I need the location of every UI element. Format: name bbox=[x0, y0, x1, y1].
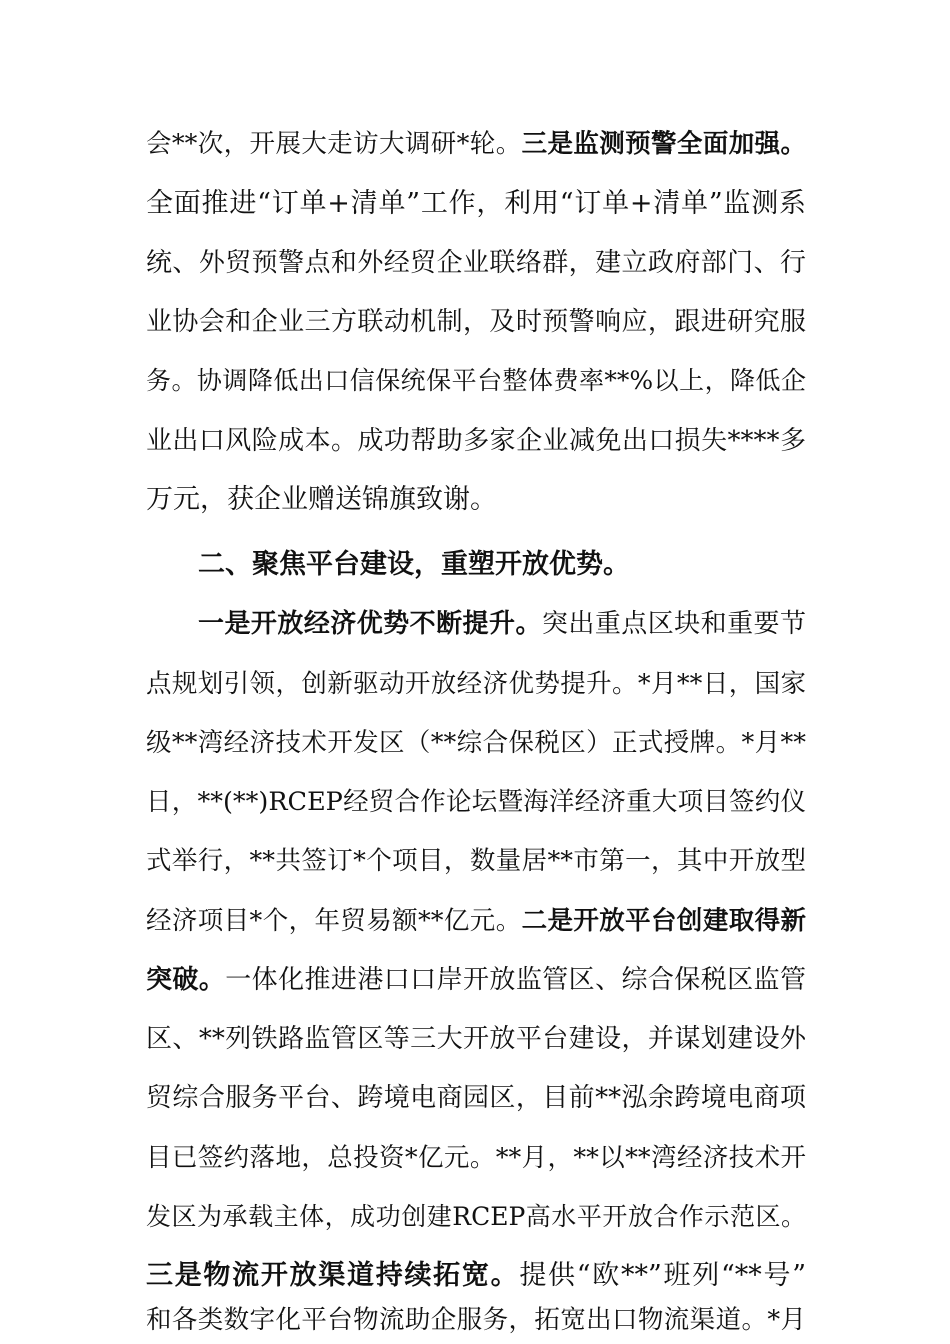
text-line bbox=[146, 1019, 806, 1059]
bold-text-run: 三是监测预警全面加强。 bbox=[521, 129, 806, 159]
text-run: 统、外贸预警点和外经贸企业联络群，建立政府部门、行 bbox=[146, 248, 806, 278]
text-line bbox=[146, 1138, 806, 1178]
text-run: 目已签约落地，总投资*亿元。**月，**以**湾经济技术开 bbox=[146, 1143, 806, 1173]
text-line bbox=[146, 361, 806, 401]
text-run: 日，**(**)RCEP经贸合作论坛暨海洋经济重大项目签约仪 bbox=[146, 787, 806, 817]
text-run: 级**湾经济技术开发区（**综合保税区）正式授牌。*月** bbox=[146, 728, 806, 758]
bold-text-run: 突破。 bbox=[146, 965, 226, 995]
text-run: 提供“欧**”班列“**号” bbox=[519, 1260, 806, 1291]
text-line bbox=[146, 841, 806, 881]
text-run: 点规划引领，创新驱动开放经济优势提升。*月**日，国家 bbox=[146, 669, 806, 699]
text-run: 全面推进“订单+清单”工作，利用“订单+清单”监测系 bbox=[146, 188, 806, 219]
text-line bbox=[146, 723, 806, 763]
text-run: 突出重点区块和重要节 bbox=[541, 609, 806, 639]
text-run: 发区为承载主体，成功创建RCEP高水平开放合作示范区。 bbox=[146, 1202, 806, 1231]
text-line bbox=[146, 664, 806, 704]
text-run: 式举行，**共签订*个项目，数量居**市第一，其中开放型 bbox=[146, 846, 806, 876]
text-line bbox=[198, 604, 806, 644]
section-heading bbox=[198, 545, 806, 585]
bold-text-run: 二是开放平台创建取得新 bbox=[521, 906, 806, 936]
bold-text-run: 三是物流开放渠道持续拓宽。 bbox=[146, 1260, 520, 1291]
text-run: 贸综合服务平台、跨境电商园区，目前**泓余跨境电商项 bbox=[146, 1083, 806, 1113]
text-run: 一体化推进港口口岸开放监管区、综合保税区监管 bbox=[225, 965, 806, 995]
text-line bbox=[146, 1256, 806, 1296]
text-line bbox=[146, 960, 806, 1000]
text-line bbox=[146, 480, 806, 520]
text-line bbox=[146, 901, 806, 941]
text-line bbox=[146, 184, 806, 224]
text-line bbox=[146, 1078, 806, 1118]
text-line bbox=[146, 302, 806, 342]
text-line bbox=[146, 124, 806, 164]
text-line bbox=[146, 782, 806, 822]
text-run: 务。协调降低出口信保统保平台整体费率**%以上，降低企 bbox=[146, 366, 806, 395]
text-run: 业协会和企业三方联动机制，及时预警响应，跟进研究服 bbox=[146, 307, 806, 337]
text-run: 和各类数字化平台物流助企服务，拓宽出口物流渠道。*月 bbox=[146, 1305, 806, 1335]
section-heading-text: 二、聚焦平台建设，重塑开放优势。 bbox=[198, 549, 630, 580]
text-run: 会**次，开展大走访大调研*轮。 bbox=[146, 129, 522, 159]
text-line bbox=[146, 243, 806, 283]
text-line bbox=[146, 1300, 806, 1340]
bold-text-run: 一是开放经济优势不断提升。 bbox=[198, 609, 542, 639]
text-line bbox=[146, 421, 806, 461]
text-run: 经济项目*个，年贸易额**亿元。 bbox=[146, 906, 522, 936]
text-run: 区、**列铁路监管区等三大开放平台建设，并谋划建设外 bbox=[146, 1024, 806, 1054]
text-run: 万元，获企业赠送锦旗致谢。 bbox=[146, 484, 497, 515]
text-line bbox=[146, 1197, 806, 1237]
text-run: 业出口风险成本。成功帮助多家企业减免出口损失****多 bbox=[146, 426, 806, 456]
